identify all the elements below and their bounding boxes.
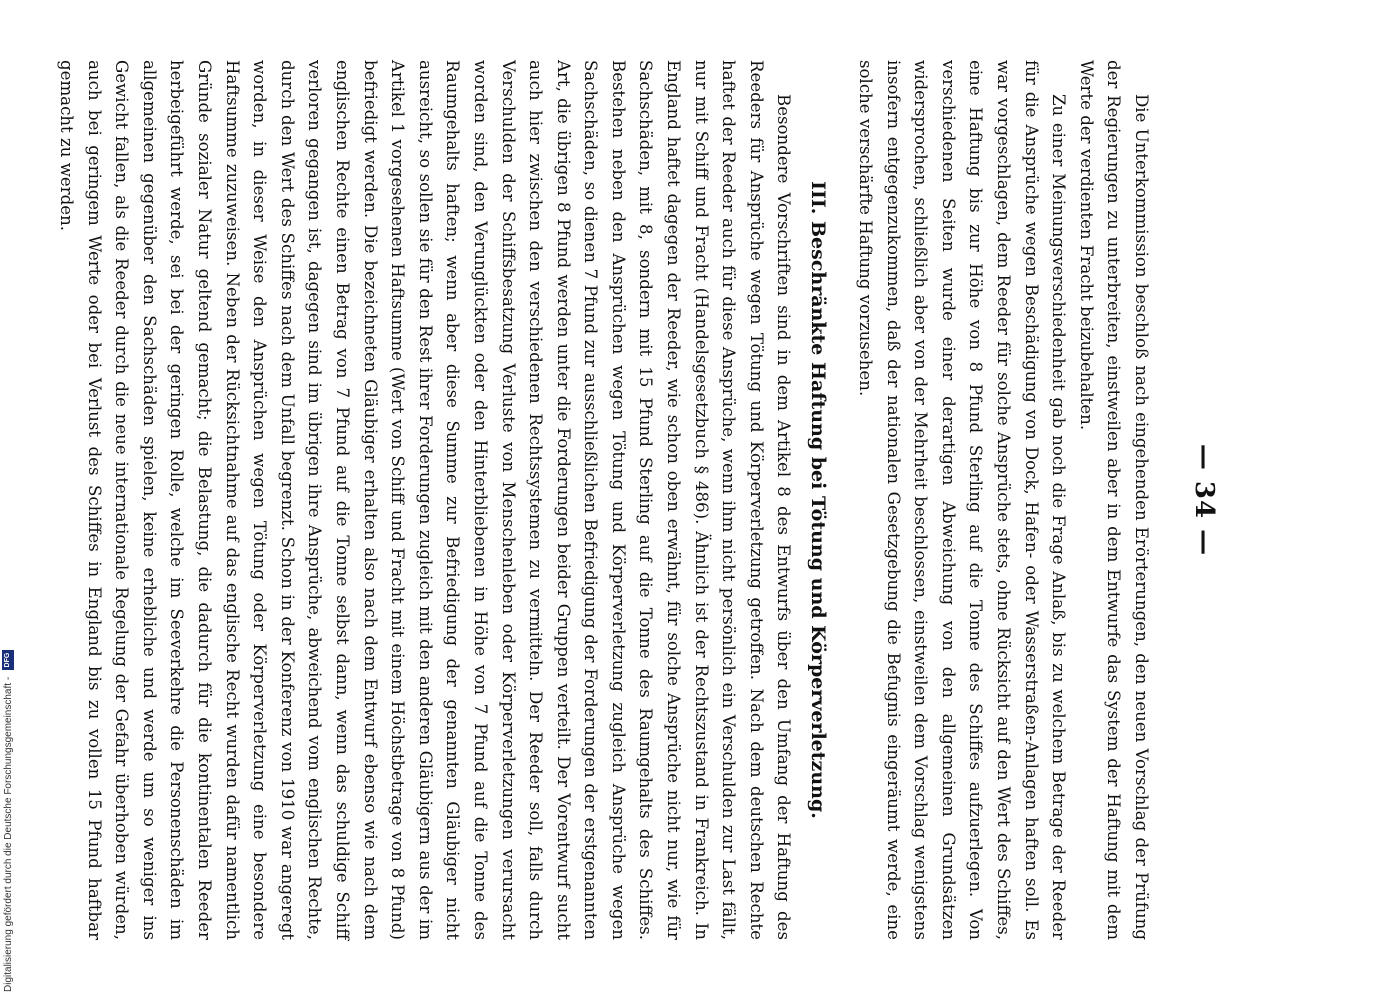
dfg-logo: DFG: [2, 650, 14, 670]
paragraph-3: Besondere Vorschriften sind in dem Artikel 8 des Entwurfs über den Umfang der Haftung des Reeders für Ansprüche wegen Tötung und Körperverletzung getroffen. Nach dem deutschen Rechte haftet der Reeder auch für diese Ansprüche, wenn ihm nicht persönlich ein Verschulden zur Last fällt, nur mit Schiff und Fracht (Handelsgesetzbuch § 486). Ähnlich ist der Rechtszustand in Frankreich. In England haftet dagegen der Reeder, wie schon oben erwähnt, für solche Ansprüche nicht nur, wie für Sachschäden, mit 8, sondern mit 15 Pfund Sterling auf die Tonne des Raumgehalts des Schiffes. Bestehen neben den Ansprüchen wegen Tötung und Körperverletzung zugleich Ansprüche wegen Sachschäden, so dienen 7 Pfund zur ausschließlichen Befriedigung der Forderungen der erstgenannten Art, die übrigen 8 Pfund werden unter die Forderungen beider Gruppen verteilt. Der Vorentwurf sucht auch hier zwischen den verschiedenen Rechtssystemen zu vermitteln. Der Reeder soll, falls durch Verschulden der Schiffsbesatzung Verluste von Menschenleben oder Körperverletzungen verursacht worden sind, den Verunglückten oder den Hinterbliebenen in Höhe von 7 Pfund auf die Tonne des Raumgehalts haften; wenn aber diese Summe zur Befriedigung der genannten Gläubiger nicht ausreicht, so sollen sie für den Rest ihrer Forderungen zugleich mit den anderen Gläubigern aus der im Artikel 1 vorgesehenen Haftsumme (Wert von Schiff und Fracht mit einem Höchstbetrage von 8 Pfund) befriedigt werden. Die bezeichneten Gläubiger erhalten also nach dem Entwurf ebenso wie nach dem englischen Rechte einen Betrag von 7 Pfund auf die Tonne selbst dann, wenn das schuldige Schiff verloren gegangen ist, dagegen sind im übrigen ihre Ansprüche, abweichend vom englischen Rechte, durch den Wert des Schiffes nach dem Unfall begrenzt. Schon in der Konferenz von 1910 war angeregt worden, in dieser Weise den Ansprüchen wegen Tötung oder Körperverletzung eine besondere Haftsumme zuzuweisen. Neben der Rücksichtnahme auf das englische Recht wurden dafür namentlich Gründe sozialer Natur geltend gemacht; die Belastung, die dadurch für die kontinentalen Reeder herbeigeführt werde, sei bei der geringen Rolle, welche im Seeverkehre die Personenschäden im allgemeinen gegenüber den Sachschäden spielen, keine erhebliche und werde um so weniger ins Gewicht fallen, als die Reeder durch die neue internationale Regelung der Gefahr überhoben würden, auch bei geringem Werte oder bei Verlust des Schiffes in England bis zu vollen 15 Pfund haftbar gemacht zu werden.: [57, 60, 794, 940]
paragraph-1: Die Unterkommission beschloß nach eingehenden Erörterungen, den neuen Vorschlag der Prüfung der Regierungen zu unterbreiten, einstweilen aber in dem Entwurfe das System der Haftung mit dem Werte der verdienten Fracht beizubehalten.: [1076, 60, 1151, 940]
paragraph-2: Zu einer Meinungsverschiedenheit gab noch die Frage Anlaß, bis zu welchem Betrage der Reeder für die Ansprüche wegen Beschädigung von Dock, Hafen- oder Wasserstraßen-Anlagen haften soll. Es war vorgeschlagen, dem Reeder für solche Ansprüche stets, ohne Rücksicht auf den Wert des Schiffes, eine Haftung bis zur Höhe von 8 Pfund Sterling auf die Tonne des Schiffes aufzuerlegen. Von verschiedenen Seiten wurde einer derartigen Abweichung von den allgemeinen Grundsätzen widersprochen, schließlich aber von der Mehrheit beschlossen, einstweilen dem Vorschlag wenigstens insofern entgegenzukommen, daß der nationalen Gesetzgebung die Befugnis eingeräumt werde, eine solche verschärfte Haftung vorzusehen.: [856, 60, 1069, 940]
digitization-credit: [0, 0, 18, 1000]
credit-text: Digitalisierung gefördert durch die Deutsche Forschungsgemeinschaft -: [3, 676, 14, 992]
page-number: — 34 —: [1189, 443, 1219, 557]
rotated-page: [57, 60, 1225, 940]
section-heading: III. Beschränkte Haftung bei Tötung und Körperverletzung.: [807, 181, 830, 819]
